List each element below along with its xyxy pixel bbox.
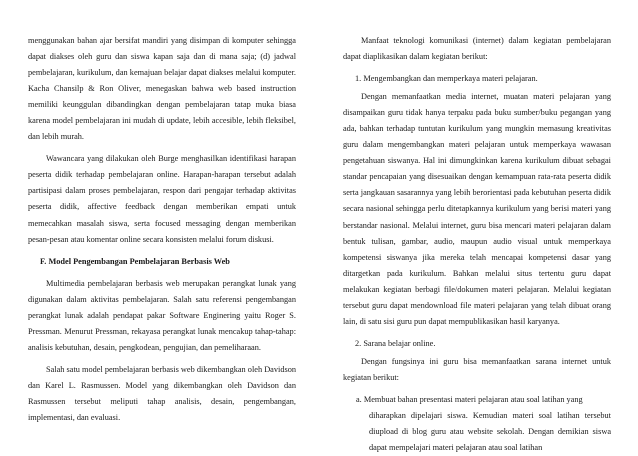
paragraph-enrich-material: Dengan memanfaatkan media internet, muatan materi pelajaran yang disampaikan guru tidak hanya terpaku pada buku sumber/buku pegangan yang ada, bahkan terhadap tuntutan kurikulum yang mungkin memasung kreativitas guru dalam mengembangkan materi pelajaran untuk memperkaya wawasan pengetahuan siswanya. Hal ini dimungkinkan karena kurikulum dibuat sebagai standar pencapaian yang disesuaikan dengan kemampuan rata-rata peserta didik serta jangkauan sasarannya yang lebih berorientasi pada kebutuhan peserta didik secara nasional sehingga perlu ditetapkannya kurikulum yang berisi materi yang berstandar nasional. Melalui internet, guru bisa mencari materi pelajaran dalam bentuk tulisan, gambar, audio, maupun audio visual untuk memperkaya kompetensi siswanya jika mereka telah mencapai kompetensi dasar yang ditargetkan pada kurikulum. Bahkan melalui situs tertentu guru dapat melakukan kegiatan berbagi file/dokumen materi pelajaran. Melalui kegiatan tersebut guru dapat mendownload file materi pelajaran yang telah dibuat orang lain, di satu sisi guru pun dapat mempublikasikan hasil karyanya. xyxy=(343,92,611,326)
list-item-2 xyxy=(343,336,611,352)
list-item-1 xyxy=(343,71,611,87)
list-item-2-title: Sarana belajar online. xyxy=(363,338,436,348)
paragraph-multimedia-web: Multimedia pembelajaran berbasis web merupakan perangkat lunak yang digunakan dalam aktivitas pembelajaran. Salah satu referensi pengembangan perangkat lunak adalah pendapat pakar Software Enginering yaitu Roger S. Pressman. Menurut Pressman, rekayasa perangkat lunak mencakup tahap-tahap: analisis kebutuhan, desain, pengkodean, pengujian, dan pemeliharaan. xyxy=(28,278,296,352)
paragraph-burge-interview: Wawancara yang dilakukan oleh Burge menghasilkan identifikasi harapan peserta didik terhadap pembelajaran online. Harapan-harapan tersebut adalah partisipasi dalam proses pembelajaran, respon dari pengajar terhadap aktivitas peserta didik, affective feedback dengan memberikan empati untuk memecahkan masalah siswa, serta focused messaging dengan memberikan pesan-pesan atau komentar online secara konsisten melalui forum diskusi. xyxy=(28,154,296,244)
left-column xyxy=(28,33,296,432)
list-item-1-number: 1. xyxy=(355,74,362,84)
paragraph-davidson-model: Salah satu model pembelajaran berbasis web dikembangkan oleh Davidson dan Karel L. Rasmussen. Model yang dikembangkan oleh Davidson dan Rasmussen tersebut meliputi tahap analisis, desain, pengembangan, implementasi, dan evaluasi. xyxy=(28,364,296,423)
paragraph-internet-benefits: Manfaat teknologi komunikasi (internet) dalam kegiatan pembelajaran dapat diaplikasikan dalam kegiatan berikut: xyxy=(343,36,611,62)
sub-item-a: a. Membuat bahan presentasi materi pelajaran atau soal latihan yang xyxy=(356,394,583,404)
section-heading: F. Model Pengembangan Pembelajaran Berbasis Web xyxy=(40,256,230,266)
list-item-2-number: 2. xyxy=(355,338,362,348)
sub-item-a-continued: diharapkan dipelajari siswa. Kemudian materi soal latihan tersebut diupload di blog guru atau website sekolah. Dengan demikian siswa dapat mempelajari materi pelajaran atau soal latihan xyxy=(369,411,611,453)
list-item-1-title: Mengembangkan dan memperkaya materi pelajaran. xyxy=(363,74,538,84)
right-column xyxy=(343,33,611,456)
paragraph-online-learning: Dengan fungsinya ini guru bisa memanfaatkan sarana internet untuk kegiatan berikut: xyxy=(343,356,611,382)
paragraph-continued: menggunakan bahan ajar bersifat mandiri yang disimpan di komputer sehingga dapat diakses oleh guru dan siswa kapan saja dan di mana saja; (d) jadwal pembelajaran, kurikulum, dan kemajuan belajar dapat diakses melalui komputer. Kacha Chansilp & Ron Oliver, menegaskan bahwa web based instruction memiliki keunggulan dibandingkan dengan pembelajaran tatap muka biasa karena model pembelajaran ini mudah di update, lebih accesible, lebih fleksibel, dan lebih murah. xyxy=(28,36,296,142)
